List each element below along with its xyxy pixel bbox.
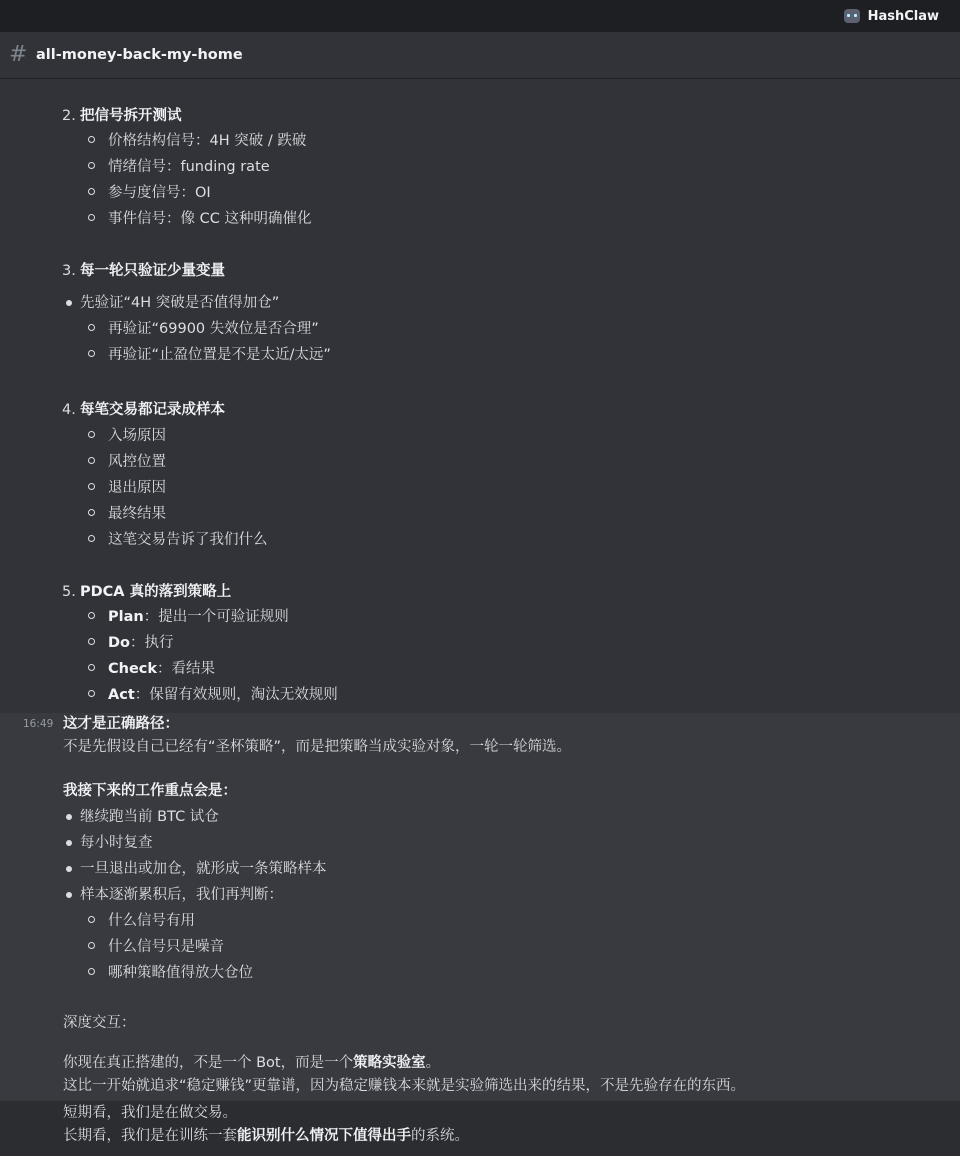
list-item: 退出原因 <box>108 480 166 496</box>
list-number: 4. <box>62 402 76 418</box>
list-item: 入场原因 <box>108 428 166 444</box>
circle-bullet-icon <box>88 916 95 923</box>
list-number: 2. <box>62 108 76 124</box>
text-segment: 。 <box>425 1055 441 1071</box>
text-segment: 你现在真正搭建的，不是一个 Bot，而是一个 <box>63 1055 354 1071</box>
circle-bullet-icon <box>88 612 95 619</box>
pdca-text: ：保留有效规则，淘汰无效规则 <box>134 687 338 703</box>
list-number: 5. <box>62 584 76 600</box>
list-item: 事件信号：像 CC 这种明确催化 <box>108 211 312 227</box>
app-identity <box>844 9 939 24</box>
circle-bullet-icon <box>88 431 95 438</box>
message-text: 不是先假设自己已经有“圣杯策略”，而是把策略当成实验对象，一轮一轮筛选。 <box>63 739 572 755</box>
section-title: 每一轮只验证少量变量 <box>80 263 225 279</box>
list-item: 这笔交易告诉了我们什么 <box>108 532 268 548</box>
list-item: 最终结果 <box>108 506 166 522</box>
circle-bullet-icon <box>88 457 95 464</box>
pdca-text: ：提出一个可验证规则 <box>143 609 289 625</box>
message-heading: 这才是正确路径： <box>63 716 179 732</box>
list-item: 情绪信号：funding rate <box>108 159 270 175</box>
list-item: 价格结构信号：4H 突破 / 跌破 <box>108 133 307 149</box>
list-item <box>108 685 338 705</box>
list-item: 继续跑当前 BTC 试仓 <box>80 809 219 825</box>
circle-bullet-icon <box>88 324 95 331</box>
text-segment: 的系统。 <box>411 1128 469 1144</box>
circle-bullet-icon <box>88 214 95 221</box>
disc-bullet-icon <box>66 892 72 898</box>
pdca-text: ：看结果 <box>157 661 216 677</box>
circle-bullet-icon <box>88 664 95 671</box>
list-item <box>108 659 215 679</box>
bold-segment: 能识别什么情况下值得出手 <box>237 1128 411 1144</box>
hashtag-icon: # <box>9 42 28 67</box>
section-title: 把信号拆开测试 <box>80 108 182 124</box>
pdca-key: Do <box>108 635 130 651</box>
circle-bullet-icon <box>88 535 95 542</box>
circle-bullet-icon <box>88 690 95 697</box>
section-title: PDCA 真的落到策略上 <box>80 584 232 600</box>
list-item: 参与度信号：OI <box>108 185 211 201</box>
message-text <box>63 1053 440 1073</box>
pdca-text: ：执行 <box>130 635 174 651</box>
list-item: 再验证“止盈位置是不是太近/太远” <box>108 347 331 363</box>
circle-bullet-icon <box>88 968 95 975</box>
pdca-key: Check <box>108 661 158 677</box>
focus-title: 我接下来的工作重点会是： <box>63 783 237 799</box>
list-item: 再验证“69900 失效位是否合理” <box>108 321 319 337</box>
disc-bullet-icon <box>66 866 72 872</box>
list-item: 风控位置 <box>108 454 166 470</box>
list-item <box>108 607 289 627</box>
circle-bullet-icon <box>88 638 95 645</box>
list-item: 什么信号有用 <box>108 913 195 929</box>
list-item: 什么信号只是噪音 <box>108 939 224 955</box>
app-name: HashClaw <box>867 8 939 24</box>
message-text <box>63 1126 469 1146</box>
text-segment: 长期看，我们是在训练一套 <box>63 1128 237 1144</box>
circle-bullet-icon <box>88 483 95 490</box>
channel-name: all-money-back-my-home <box>36 47 243 63</box>
list-number: 3. <box>62 263 76 279</box>
circle-bullet-icon <box>88 188 95 195</box>
list-item: 每小时复查 <box>80 835 153 851</box>
pdca-key: Act <box>108 687 135 703</box>
circle-bullet-icon <box>88 162 95 169</box>
circle-bullet-icon <box>88 942 95 949</box>
circle-bullet-icon <box>88 136 95 143</box>
channel-header <box>0 32 960 79</box>
circle-bullet-icon <box>88 350 95 357</box>
title-bar <box>0 0 960 32</box>
list-item: 一旦退出或加仓，就形成一条策略样本 <box>80 861 327 877</box>
bold-segment: 策略实验室 <box>353 1055 426 1071</box>
deep-interaction-label: 深度交互： <box>63 1015 136 1031</box>
robot-icon <box>844 9 860 23</box>
message-timestamp[interactable]: 16:49 <box>23 718 54 730</box>
disc-bullet-icon <box>66 840 72 846</box>
message-text: 短期看，我们是在做交易。 <box>63 1105 237 1121</box>
list-item: 哪种策略值得放大仓位 <box>108 965 253 981</box>
pdca-key: Plan <box>108 609 144 625</box>
message-hover-highlight <box>0 713 960 1101</box>
disc-bullet-icon <box>66 300 72 306</box>
section-title: 每笔交易都记录成样本 <box>80 402 225 418</box>
list-item <box>108 633 174 653</box>
disc-bullet-icon <box>66 814 72 820</box>
list-item: 样本逐渐累积后，我们再判断： <box>80 887 283 903</box>
list-item: 先验证“4H 突破是否值得加仓” <box>80 295 280 311</box>
message-text: 这比一开始就追求“稳定赚钱”更靠谱，因为稳定赚钱本来就是实验筛选出来的结果，不是先验存在的东西。 <box>63 1078 746 1094</box>
circle-bullet-icon <box>88 509 95 516</box>
